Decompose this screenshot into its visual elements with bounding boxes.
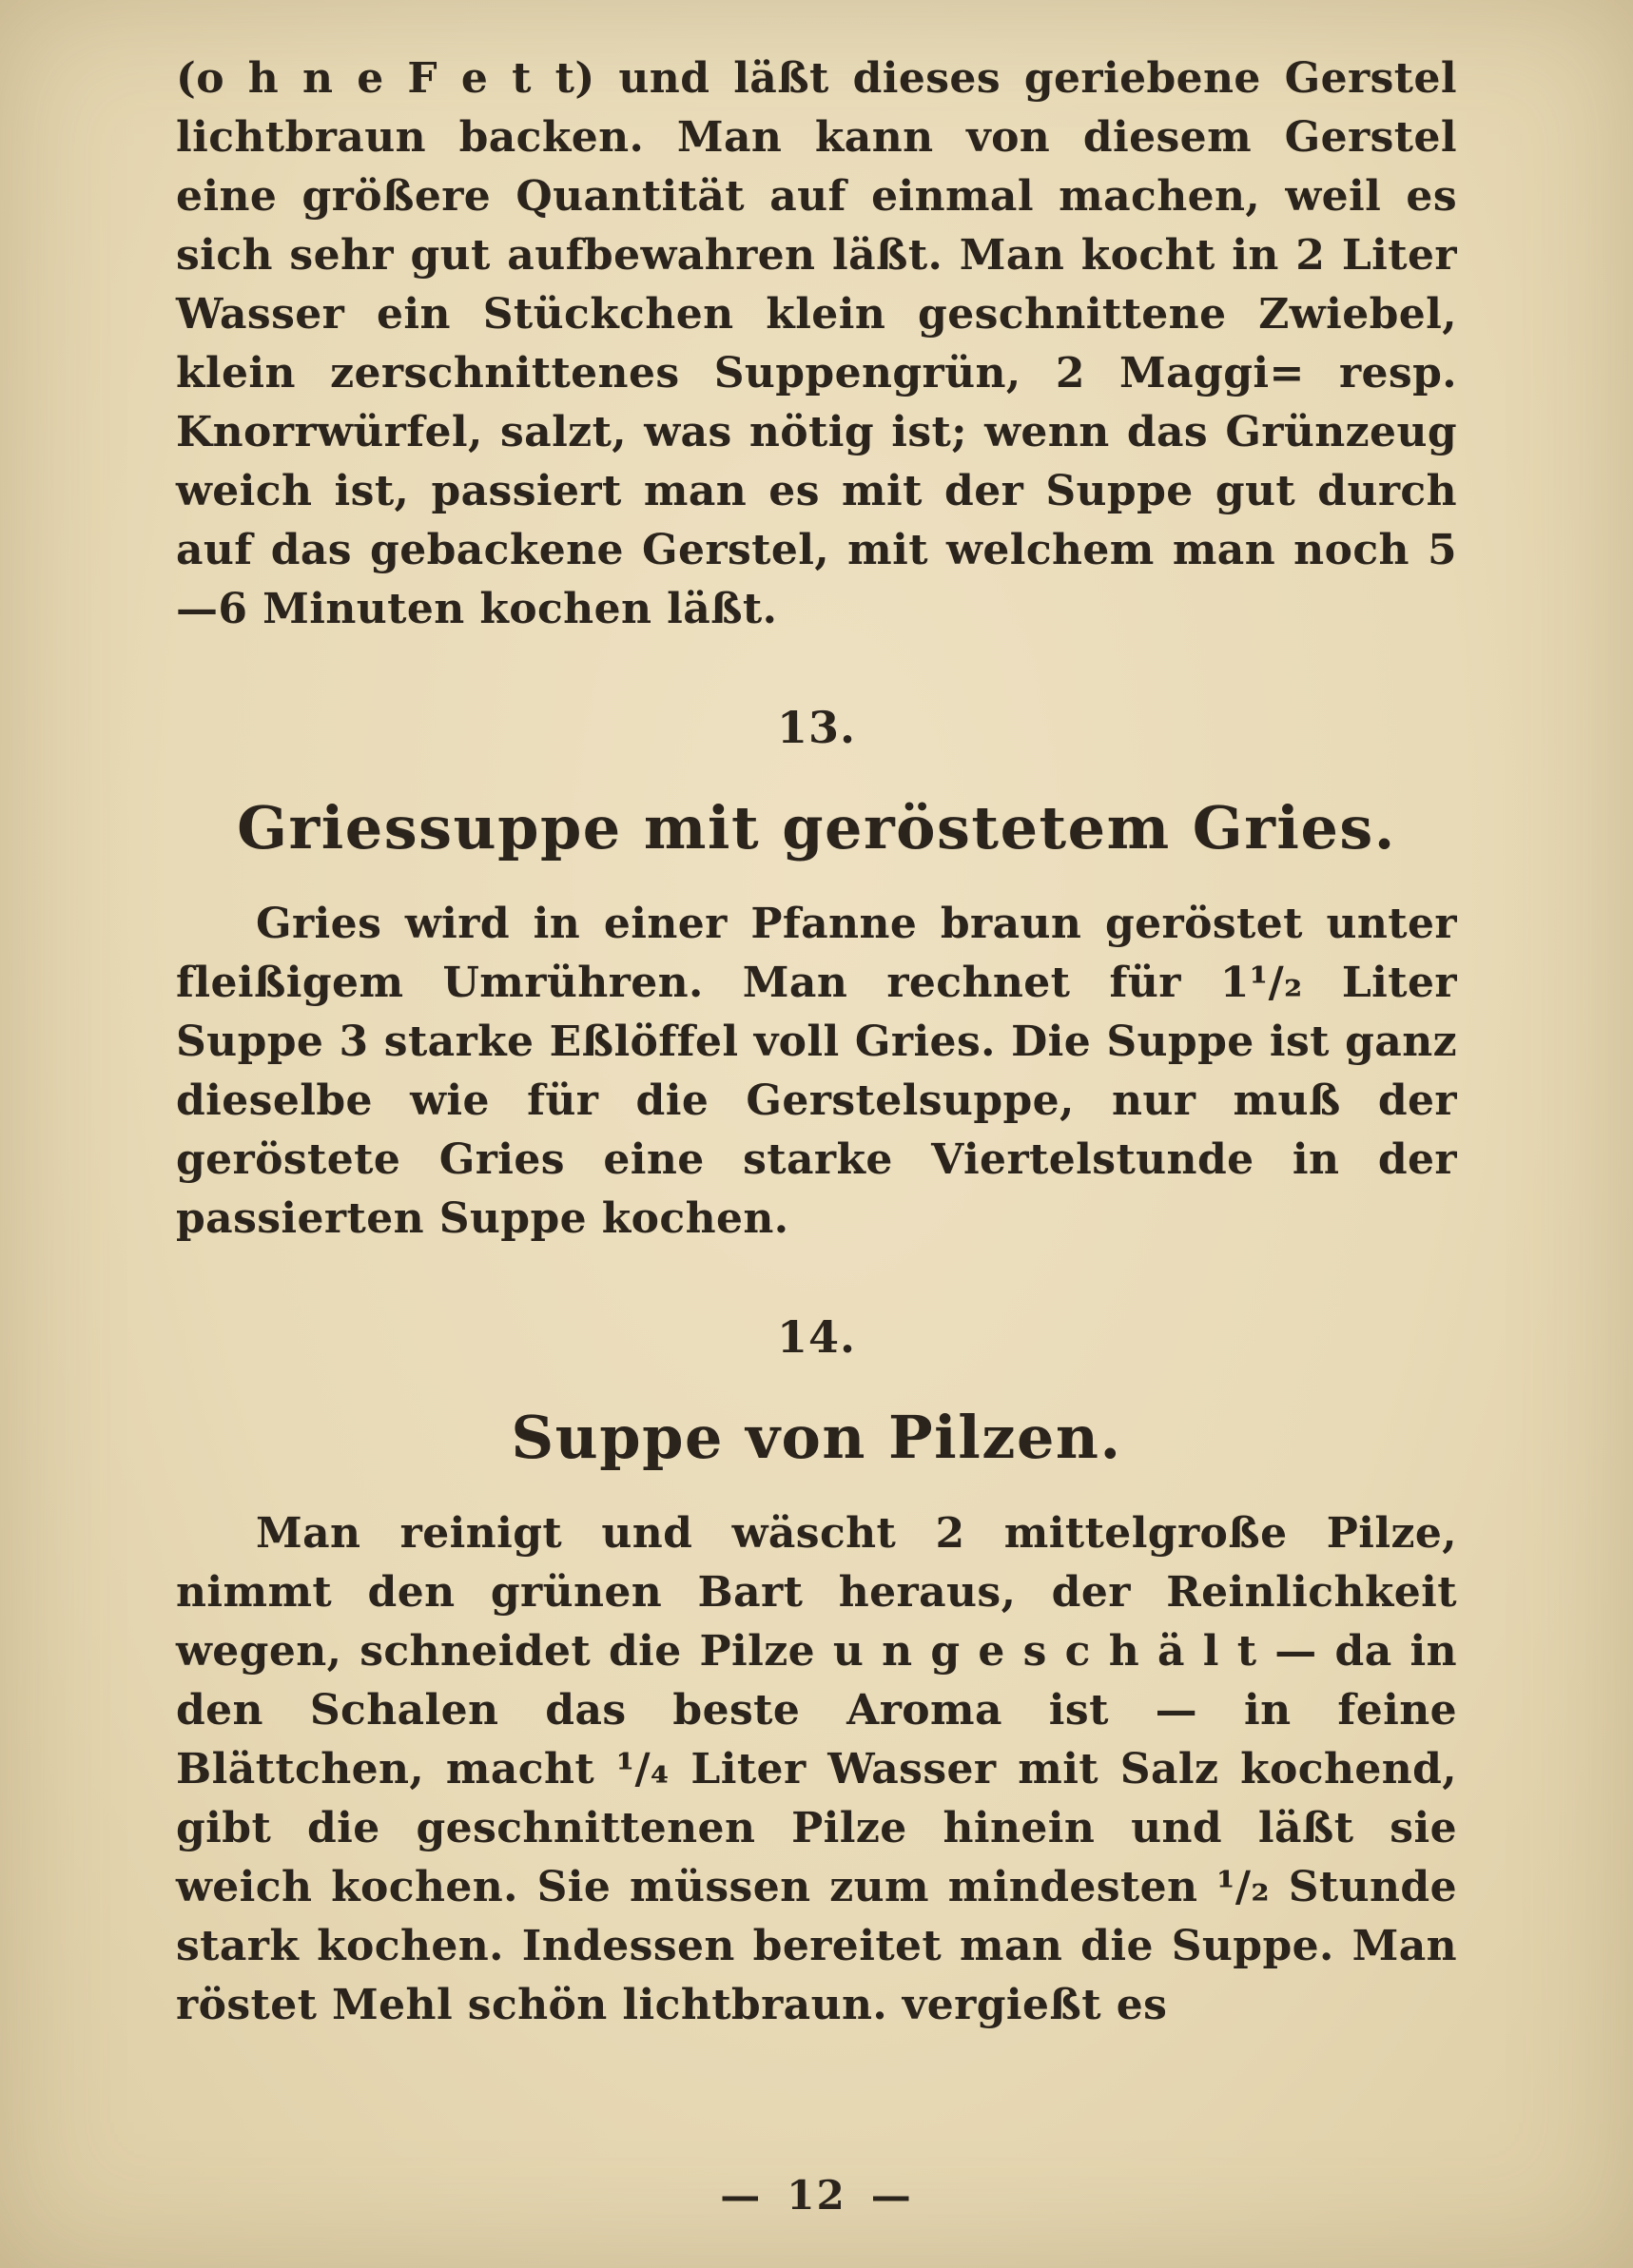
section-number-13: 13. — [776, 702, 857, 753]
section-heading-pilzsuppe: Suppe von Pilzen. — [511, 1403, 1122, 1472]
footer-right-dash: — — [870, 2172, 913, 2219]
section-heading-griessuppe: Griessuppe mit geröstetem Gries. — [237, 793, 1396, 863]
page-footer — [0, 2172, 1633, 2219]
page-number: 12 — [787, 2172, 846, 2219]
section-paragraph-pilzsuppe: Man reinigt und wäscht 2 mittelgroße Pilze, nimmt den grünen Bart heraus, der Reinlichkeit wegen, schneidet die Pilze u n g e s c h ä l t — da in den Schalen das beste Aroma ist — in feine Blättchen, macht ¹/₄ Liter Wasser mit Salz kochend, gibt die geschnittenen Pilze hinein und läßt sie weich kochen. Sie müssen zum mindesten ¹/₂ Stunde stark kochen. Indessen bereitet man die Suppe. Man röstet Mehl schön lichtbraun. vergießt es — [176, 1509, 1457, 2029]
section-number-14: 14. — [776, 1311, 857, 1363]
continuation-paragraph: (o h n e F e t t) und läßt dieses geriebene Gerstel lichtbraun backen. Man kann von diesem Gerstel eine größere Quantität auf einmal machen, weil es sich sehr gut aufbewahren läßt. Man kocht in 2 Liter Wasser ein Stückchen klein geschnittene Zwiebel, klein zerschnittenes Suppengrün, 2 Maggi= resp. Knorrwürfel, salzt, was nötig ist; wenn das Grünzeug weich ist, passiert man es mit der Suppe gut durch auf das gebackene Gerstel, mit welchem man noch 5—6 Minuten kochen läßt. — [176, 54, 1457, 633]
section-paragraph-griessuppe: Gries wird in einer Pfanne braun geröstet unter fleißigem Umrühren. Man rechnet für 1¹/₂ Liter Suppe 3 starke Eßlöffel voll Gries. Die Suppe ist ganz dieselbe wie für die Gerstelsuppe, nur muß der geröstete Gries eine starke Viertelstunde in der passierten Suppe kochen. — [176, 900, 1457, 1243]
footer-left-dash: — — [720, 2172, 763, 2219]
